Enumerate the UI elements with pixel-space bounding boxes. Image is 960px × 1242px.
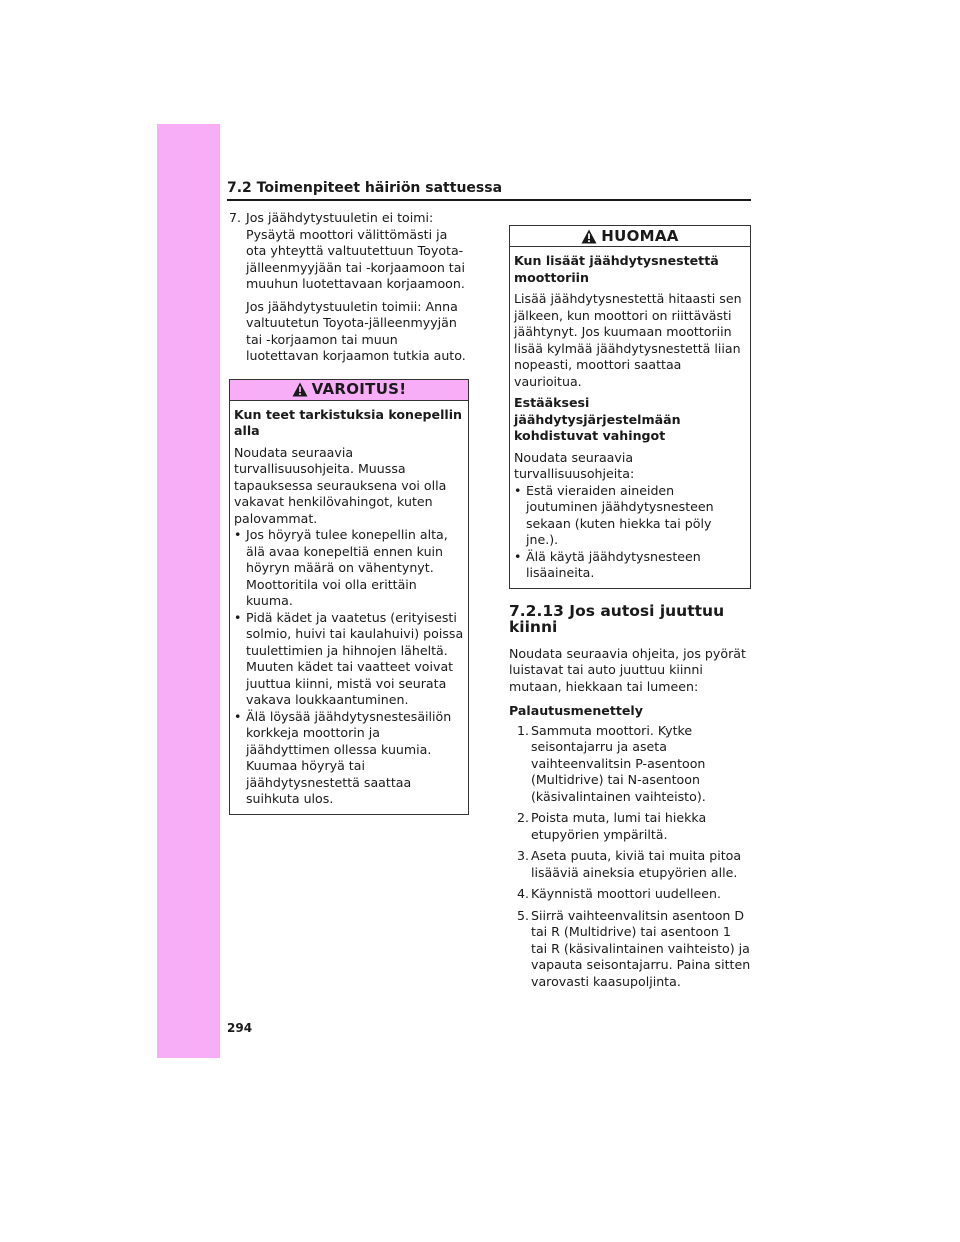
warning-bullet: • Jos höyryä tulee konepellin alta, älä avaa konepeltiä ennen kuin höyryn määrä on vähentynyt. Moottoritila voi olla erittäin kuuma.: [234, 527, 464, 610]
procedure-label: Palautusmenettely: [509, 703, 643, 718]
step-7: [229, 210, 469, 365]
page-number-band: [157, 1016, 220, 1058]
warning-body: [230, 401, 468, 814]
procedure-step: [517, 908, 751, 991]
step-7-text-1: Jos jäähdytystuuletin ei toimi: Pysäytä moottori välittömästi ja ota yhteyttä valtuutettuun Toyota-jälleenmyyjään tai -korjaamoon tai muuhun luotettavaan korjaamoon.: [246, 210, 465, 291]
right-column: [509, 225, 751, 995]
chapter-tab-band: [157, 124, 220, 1058]
step-text: Siirrä vaihteenvalitsin asentoon D tai R (Multidrive) tai asentoon 1 tai R (käsivalintainen vaihteisto) ja vapauta seisontajarru. Paina sitten varovasti kaasupoljinta.: [531, 907, 751, 989]
section-intro: Noudata seuraavia ohjeita, jos pyörät luistavat tai auto juuttuu kiinni mutaan, hiekkaan tai lumeen:: [509, 645, 746, 694]
notice-text-1: Lisää jäähdytysnestettä hitaasti sen jälkeen, kun moottori on riittävästi jäähtynyt. Jos kuumaan moottoriin lisää kylmää jäähdytysnestettä liian nopeasti, moottori saattaa vaurioitua.: [514, 291, 742, 389]
procedure-steps: [509, 723, 751, 991]
step-number: 3.: [517, 848, 530, 863]
section-header: 7.2 Toimenpiteet häiriön sattuessa: [227, 180, 503, 196]
notice-bullet: • Älä käytä jäähdytysnesteen lisäaineita.: [514, 549, 746, 582]
procedure-step: [517, 848, 751, 881]
procedure-step: [517, 723, 751, 806]
left-column: [229, 210, 469, 815]
notice-heading-2: Estääksesi jäähdytysjärjestelmään kohdistuvat vahingot: [514, 395, 681, 443]
notice-text-2: Noudata seuraavia turvallisuusohjeita:: [514, 449, 635, 481]
step-text: Aseta puuta, kiviä tai muita pitoa lisääviä aineksia etupyörien alle.: [531, 848, 742, 880]
procedure-step: [517, 810, 751, 843]
step-number: 7.: [229, 210, 242, 225]
warning-title: VAROITUS!: [311, 380, 407, 399]
header-divider: [227, 199, 751, 201]
step-number: 5.: [517, 907, 530, 923]
notice-bullet: • Estä vieraiden aineiden joutuminen jäähdytysnesteen sekaan (kuten hiekka tai pöly jne.).: [514, 483, 746, 549]
notice-header: [510, 226, 750, 247]
step-text: Sammuta moottori. Kytke seisontajarru ja aseta vaihteenvalitsin P-asentoon (Multidrive) tai N-asentoon (käsivalintainen vaihteisto).: [531, 722, 706, 804]
step-7-text-2: Jos jäähdytystuuletin toimii: Anna valtuutetun Toyota-jälleenmyyjän tai -korjaamon tai muun luotettavan korjaamon tutkia auto.: [246, 298, 466, 363]
step-number: 2.: [517, 810, 530, 825]
step-number: 1.: [517, 722, 530, 738]
warning-intro: Noudata seuraavia turvallisuusohjeita. Muussa tapauksessa seurauksena voi olla vakavat henkilövahingot, kuten palovammat.: [234, 444, 447, 526]
warning-bullet: • Älä löysää jäähdytysnestesäiliön korkkeja moottorin ja jäähdyttimen ollessa kuumia. Kuumaa höyryä tai jäähdytysnestettä saattaa suihkuta ulos.: [234, 709, 464, 808]
notice-body: [510, 247, 750, 588]
section-title: 7.2.13 Jos autosi juuttuu kiinni: [509, 601, 725, 636]
step-text: Käynnistä moottori uudelleen.: [531, 886, 722, 901]
step-number: 4.: [517, 886, 530, 901]
notice-heading-1: Kun lisäät jäähdytysnestettä moottoriin: [514, 253, 719, 285]
page-number: 294: [227, 1021, 253, 1035]
notice-box: [509, 225, 751, 589]
warning-box: [229, 379, 469, 815]
notice-title: HUOMAA: [601, 226, 679, 245]
warning-bullet: • Pidä kädet ja vaatetus (erityisesti solmio, huivi tai kaulahuivi) poissa tuulettimien ja hihnojen läheltä. Muuten kädet tai vaatteet voivat juuttua kiinni, mistä voi seurata vakava loukkaantuminen.: [234, 610, 464, 709]
procedure-step: [517, 886, 751, 903]
step-text: Poista muta, lumi tai hiekka etupyörien ympäriltä.: [531, 810, 707, 842]
warning-triangle-icon: [292, 382, 308, 397]
warning-header: [230, 380, 468, 401]
caution-triangle-icon: [581, 229, 597, 244]
stuck-vehicle-section: [509, 603, 751, 991]
warning-heading: Kun teet tarkistuksia konepellin alla: [234, 406, 463, 438]
